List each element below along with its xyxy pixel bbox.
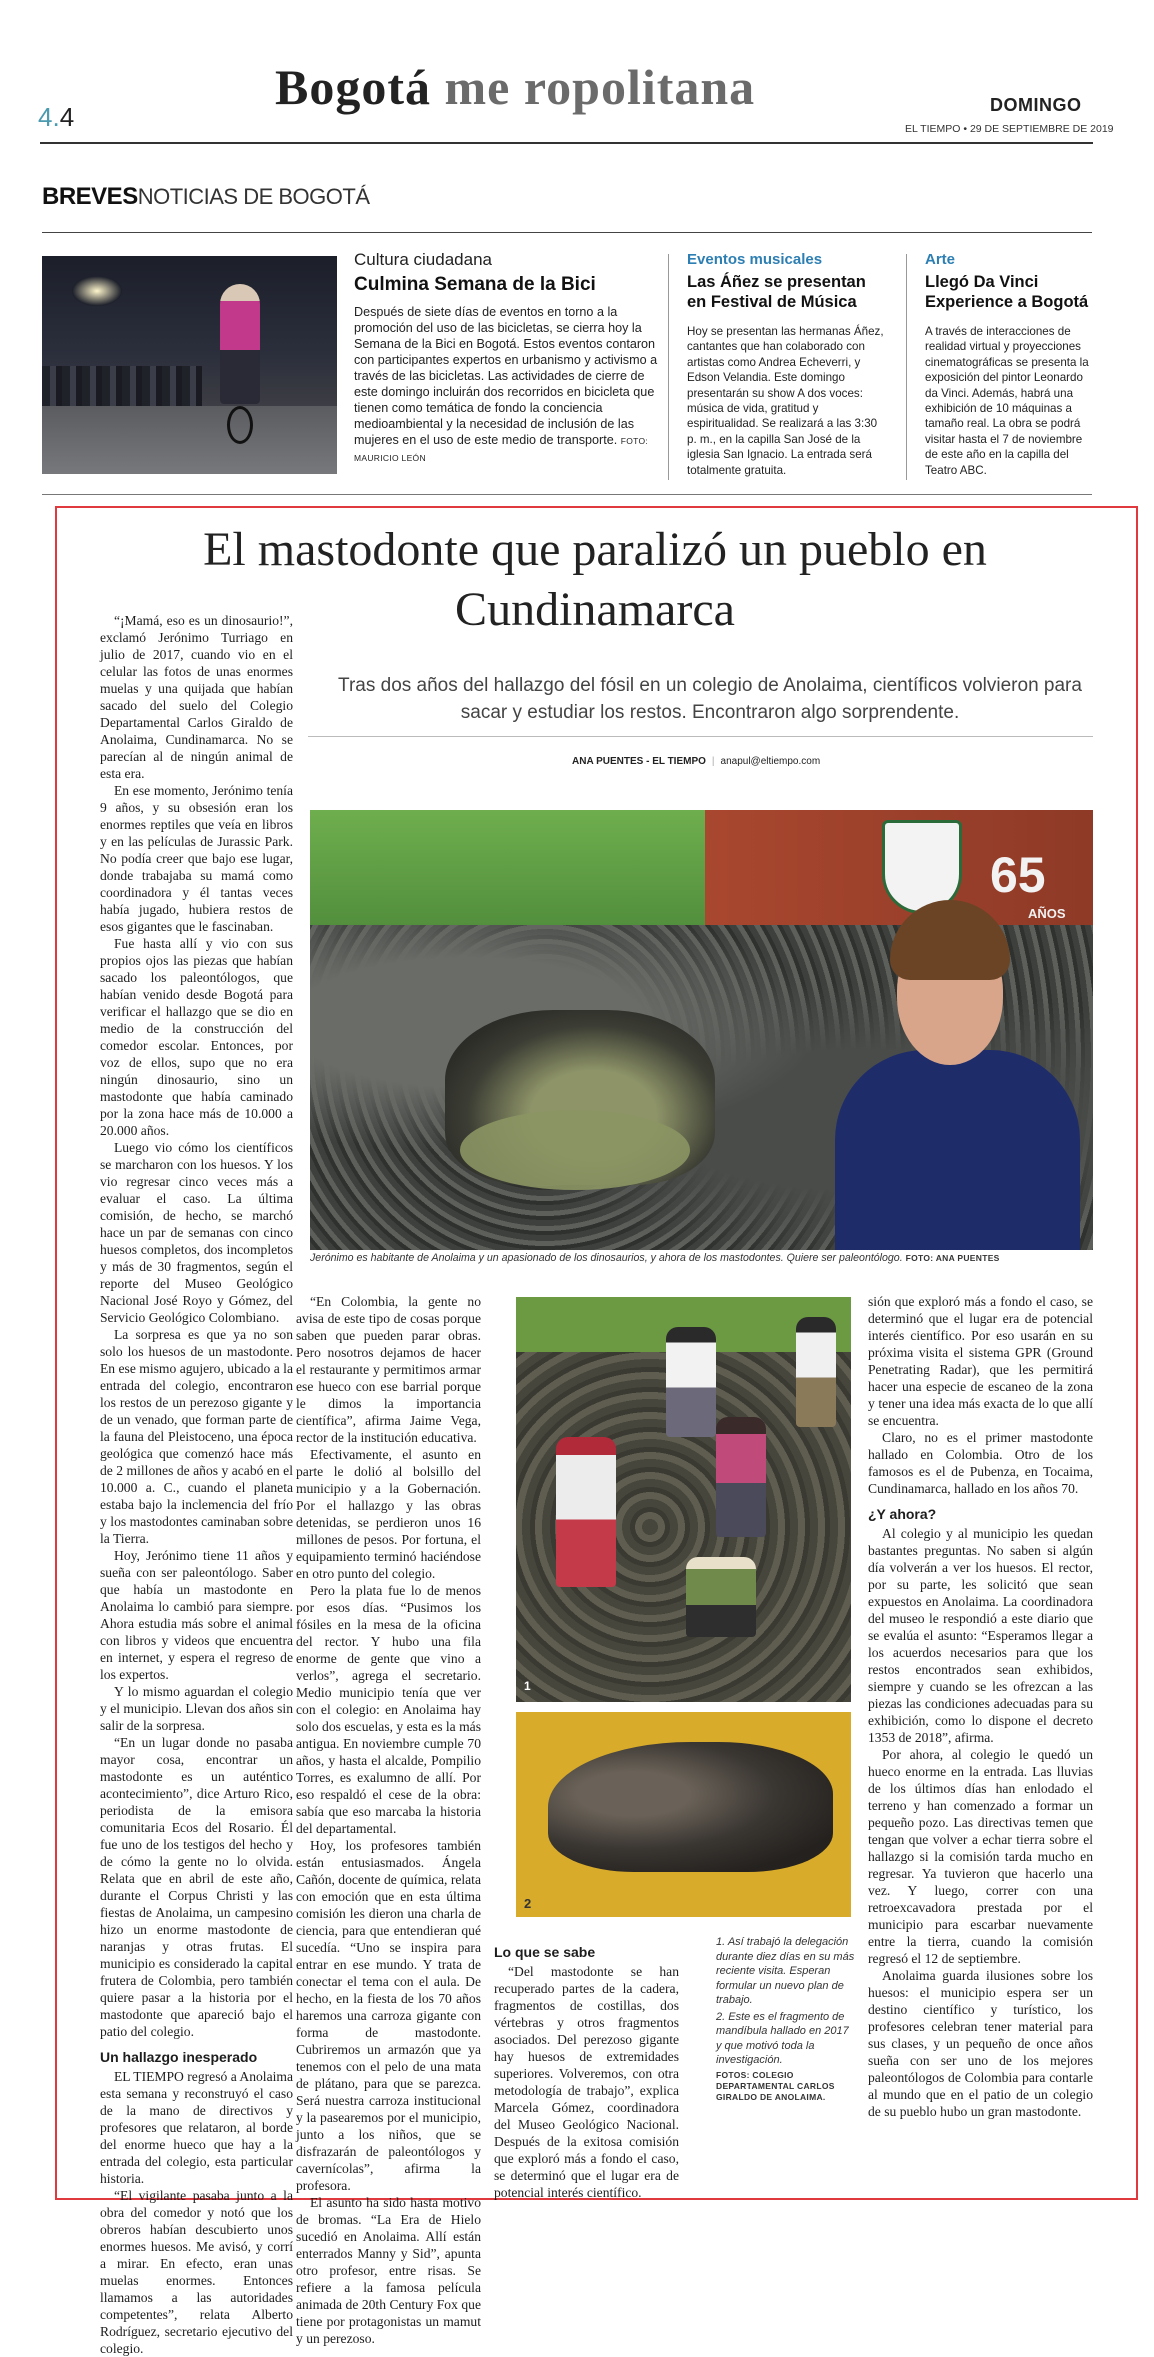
breve1-credit: FOTO: MAURICIO LEÓN bbox=[354, 436, 649, 463]
paragraph: sión que exploró más a fondo el caso, se determinó que el lugar era de potencial interés científico. Por eso usarán en su próxima visita el sistema GPR (Ground Penetrating Radar), que les permitirá hacer una especie de escaneo de la zona y tener una idea más exacta de lo que allí se encuentra. bbox=[868, 1294, 1093, 1428]
breve3-title: Llegó Da Vinci Experience a Bogotá bbox=[925, 273, 1089, 311]
pit-water bbox=[460, 1110, 690, 1190]
street-light bbox=[72, 276, 122, 306]
dateline: EL TIEMPO • 29 DE SEPTIEMBRE DE 2019 bbox=[905, 123, 1114, 135]
excavation-team-photo bbox=[516, 1297, 851, 1702]
breve3-text: A través de interacciones de realidad virtual y proyecciones cinematográficas se presenta la exposición del pintor Leonardo da Vinci. Además, habrá una exhibición de 10 máquinas a tamaño real. La obra se podrá visitar hasta el 7 de noviembre de este año en la capilla del Teatro ABC. bbox=[925, 325, 1089, 477]
photos-caption bbox=[716, 1935, 856, 2105]
article-byline: ANA PUENTES - EL TIEMPO | anapul@eltiempo.com bbox=[572, 756, 821, 767]
breve1-kicker: Cultura ciudadana bbox=[354, 250, 492, 269]
jaw-fossil-photo bbox=[516, 1712, 851, 1917]
breve2-kicker: Eventos musicales bbox=[687, 251, 823, 268]
day-label: DOMINGO bbox=[990, 95, 1082, 115]
worker-figure bbox=[716, 1417, 766, 1537]
worker-figure bbox=[796, 1317, 836, 1427]
breves-rule bbox=[42, 232, 1092, 233]
article-headline: El mastodonte que paralizó un pueblo en Cundinamarca bbox=[203, 523, 987, 636]
article-column-1 bbox=[100, 612, 293, 2356]
worker-figure bbox=[556, 1437, 616, 1587]
boy-shirt bbox=[835, 1050, 1080, 1250]
breve3-kicker: Arte bbox=[925, 251, 956, 268]
boy-figure bbox=[835, 900, 1080, 1250]
page-number: 4.4 bbox=[38, 102, 75, 132]
paragraph: EL TIEMPO regresó a Anolaima esta semana y reconstruyó el caso de la mano de directivos y profesores que relataron, al borde del enorme hueco que hay a la entrada del colegio, esta particular historia. bbox=[100, 2069, 293, 2186]
breve1-title: Culmina Semana de la Bici bbox=[354, 274, 596, 295]
cyclist-figure bbox=[220, 284, 260, 404]
subhead: ¿Y ahora? bbox=[868, 1506, 937, 1522]
boy-hair bbox=[890, 900, 1010, 980]
paragraph: En ese momento, Jerónimo tenía 9 años, y su obsesión eran los enormes reptiles que veía en libros y en las películas de Jurassic Park. No podía creer que bajo ese lugar, donde trabajaba su mamá como coordinadora y él tantas veces había jugado, hubiera restos de esos gigantes que le fascinaban. bbox=[100, 783, 293, 934]
paragraph: Pero la plata fue lo de menos por esos días. “Pusimos los fósiles en la mesa de la oficina del rector. Y hubo una fila enorme de gente que vino a verlos”, agrega el secretario. Medio municipio tenía que ver con el colegio: en Anolaima hay solo dos escuelas, y esta es la más antigua. En noviembre cumple 70 años, y hasta el alcalde, Pompilio Torres, es exalumno de allí. Por eso respaldó el cese de la obra: sabía que eso marcaba la historia del departamental. bbox=[296, 1583, 481, 1836]
breves-bottom-rule bbox=[42, 494, 1092, 495]
breve2-text: Hoy se presentan las hermanas Áñez, cantantes que han colaborado con artistas como Andrea Echeverri, y Edson Velandia. Este domingo presentarán su show A dos voces: música de vida, gratitud y espiritualidad. Se realizará a las 3:30 p. m., en la capilla San José de la iglesia San Ignacio. La entrada será totalmente gratuita. bbox=[687, 325, 884, 477]
article-column-3 bbox=[868, 1293, 1093, 2193]
photo-number: 1 bbox=[524, 1679, 531, 1693]
main-photo-caption: Jerónimo es habitante de Anolaima y un apasionado de los dinosaurios, y ahora de los mastodontes. Quiere ser paleontólogo. FOTO: ANA PUENTES bbox=[310, 1252, 1000, 1264]
paragraph: Efectivamente, el asunto en parte le dolió al bolsillo del municipio y a la Gobernación. Por el hallazgo y las obras detenidas, se perdieron unos 16 millones de pesos. Por fortuna, el equipamiento terminó haciéndose en otro punto del colegio. bbox=[296, 1447, 481, 1581]
worker-figure bbox=[686, 1557, 756, 1637]
paragraph: “¡Mamá, eso es un dinosaurio!”, exclamó Jerónimo Turriago en julio de 2017, cuando vio en el celular las fotos de unas enormes muelas y una quijada que habían sacado del suelo del Colegio Departamental Carlos Giraldo de Anolaima, Cundinamarca. No se parecían al de ningún animal de esta era. bbox=[100, 613, 293, 781]
breve1-text: Después de siete días de eventos en torno a la promoción del uso de las bicicletas, se cierra hoy la Semana de la Bici en Bogotá. Estos eventos contaron con participantes expertos en urbanismo y activismo a través de las bicicletas. Las actividades de cierre de este domingo incluirán dos recorridos en bicicleta que tienen como temática de fondo la conciencia medioambiental y la necesidad de inclusión de las mujeres en el uso de este medio de transporte. FOTO: MAURICIO LEÓN bbox=[354, 305, 658, 463]
breves-header: BREVESNOTICIAS DE BOGOTÁ bbox=[42, 183, 370, 210]
paragraph: “El vigilante pasaba junto a la obra del comedor y notó que los obreros habían descubierto unos enormes huesos. Me avisó, y corrí a mirar. En efecto, eran unas muelas enormes. Entonces llamamos a las autoridades competentes”, relata Alberto Rodríguez, secretario ejecutivo del colegio. bbox=[100, 2188, 293, 2356]
article-column-2 bbox=[296, 1293, 481, 2346]
paragraph: Por ahora, al colegio le quedó un hueco enorme en la entrada. Las lluvias de los últimos días han enlodado el terreno y han comenzado a formar un pequeño pozo. Las directivas temen que tengan que volver a echar tierra sobre el hallazgo si la comisión tarda mucho en regresar. Ya tuvieron que hacerlo una vez. Y luego, correr con una retroexcavadora prestada por el municipio para escarbar nuevamente entre la tierra, cuando la comisión regresó el 12 de septiembre. bbox=[868, 1747, 1093, 1966]
wall-number: 65 bbox=[990, 847, 1046, 903]
worker-figure bbox=[666, 1327, 716, 1437]
masthead-rule bbox=[40, 142, 1093, 144]
bici-photo bbox=[42, 256, 337, 474]
subhead: Lo que se sabe bbox=[494, 1944, 596, 1960]
breves-divider-2 bbox=[906, 254, 907, 480]
main-photo-credit: FOTO: ANA PUENTES bbox=[905, 1253, 1000, 1263]
section-masthead: Bogotá me ropolitana bbox=[275, 59, 756, 115]
paragraph: “Del mastodonte se han recuperado partes de la cadera, fragmentos de costillas, dos vértebras y otros fragmentos asociados. Del perezoso gigante hay huesos de extremidades superiores. Volveremos, con otra metodología de trabajo”, explica Marcela Gómez, coordinadora del Museo Geológico Nacional. Después de la exitosa comisión que exploró más a fondo el caso, se determinó que el lugar era de potencial interés científico. bbox=[494, 1964, 679, 2200]
caption-item: 2. Este es el fragmento de mandíbula hallado en 2017 y que motivó toda la investigación. bbox=[716, 2010, 849, 2066]
paragraph: Anolaima guarda ilusiones sobre los huesos: el municipio espera ser un destino científico y turístico, los profesores celebran tener material para sus clases, y un pequeño de once años sueña con ser uno de los mejores paleontólogos de Colombia para contarle al mundo que en el patio de un colegio de su pueblo hubo un gran mastodonte. bbox=[868, 1968, 1093, 2119]
paragraph: Fue hasta allí y vio con sus propios ojos las piezas que habían sacado los paleontólogos, que habían venido desde Bogotá para verificar el hallazgo que se dio en medio de la construcción del comedor escolar. Entonces, por voz de ellos, supo que no era ningún dinosaurio, sino un mastodonte que había caminado por la zona hace más de 10.000 a 20.000 años. bbox=[100, 936, 293, 1138]
wall-word: AÑOS bbox=[1028, 906, 1066, 921]
paragraph: Claro, no es el primer mastodonte hallado en Colombia. Otro de los famosos es el de Pubenza, en Tocaima, Cundinamarca, hallado en los años 70. bbox=[868, 1430, 1093, 1496]
paragraph: Y lo mismo aguardan el colegio y el municipio. Llevan dos años sin salir de la sorpresa. bbox=[100, 1684, 293, 1733]
paragraph: Luego vio cómo los científicos se marcharon con los huesos. Y los vio regresar cinco veces más a evaluar el caso. La última comisión, de hecho, se marchó hace un par de semanas con cinco huesos completos, dos incompletos y más de 30 fragmentos, según el reporte del Museo Geológico Nacional José Royo y Gómez, del Servicio Geológico Colombiano. bbox=[100, 1140, 293, 1325]
author-email[interactable]: anapul@eltiempo.com bbox=[720, 756, 821, 767]
main-photo bbox=[310, 810, 1093, 1250]
jaw-fossil bbox=[548, 1742, 833, 1872]
breve2-title: Las Áñez se presentan en Festival de Música bbox=[687, 273, 866, 311]
photos-credit: FOTOS: COLEGIO DEPARTAMENTAL CARLOS GIRALDO DE ANOLAIMA. bbox=[716, 2069, 835, 2102]
caption-item: 1. Así trabajó la delegación durante diez días en su más reciente visita. Esperan formular un nuevo plan de trabajo. bbox=[716, 1936, 855, 2006]
paragraph: “En un lugar donde no pasaba mayor cosa, encontrar un mastodonte es un auténtico acontecimiento”, dice Arturo Rico, periodista de la emisora comunitaria Ecos del Rosario. Él fue uno de los testigos del hecho y de cómo la gente no lo olvida. Relata que en abril de este año, durante el Corpus Christi y las fiestas de Anolaima, un campesino hizo un enorme mastodonte de naranjas y otras frutas. El municipio es considerado la capital frutera de Colombia, pero también quiere pasar a la historia por el mastodonte que apareció bajo el patio del colegio. bbox=[100, 1735, 293, 2039]
paragraph: Al colegio y al municipio les quedan bastantes preguntas. No saben si algún día volverán a ver los huesos. El rector, por su parte, les solicitó que sean expuestos en Anolaima. La coordinadora del museo le respondió a este diario que se evalúa el asunto: “Esperamos llegar a los acuerdos necesarios para que los restos encontrados sean exhibidos, siempre y cuando se les ofrezcan a las piezas las condiciones adecuadas para su exhibición, como lo dispone el decreto 1353 de 2018”, afirma. bbox=[868, 1526, 1093, 1745]
breves-divider-1 bbox=[668, 254, 669, 480]
photo-number: 2 bbox=[524, 1896, 532, 1911]
paragraph: Hoy, Jerónimo tiene 11 años y sueña con ser paleontólogo. Saber que había un mastodonte en Anolaima lo cambió para siempre. Ahora estudia más sobre el animal con libros y videos que encuentra en internet, y espera el regreso de los expertos. bbox=[100, 1548, 293, 1682]
paragraph: Hoy, los profesores también están entusiasmados. Ángela Cañón, docente de química, relata con emoción que en esta última comisión les dieron una charla de ciencia, para que entendieran qué sucedía. “Uno se inspira para entrar en ese mundo. Y trata de conectar el tema con el aula. De hecho, en la fiesta de los 70 años haremos una carroza gigante con forma de mastodonte. Cubriremos un armazón que ya tenemos con el pelo de una mata de plátano, para que se parezca. Será nuestra carroza institucional y la pasearemos por el municipio, junto a los niños, que se disfrazarán de paleontólogos y cavernícolas”, afirma la profesora. bbox=[296, 1838, 481, 2193]
deck-rule bbox=[308, 736, 1093, 737]
bike-wheel bbox=[227, 406, 253, 444]
paragraph: El asunto ha sido hasta motivo de bromas. “La Era de Hielo sucedió en Anolaima. Allí están enterrados Manny y Sid”, apunta otro profesor, entre risas. Se refiere a la famosa película animada de 20th Century Fox que tiene por protagonistas un mamut y un perezoso. bbox=[296, 2195, 481, 2346]
paragraph: “En Colombia, la gente no avisa de este tipo de cosas porque saben que pueden parar obras. Pero nosotros dejamos de hacer el restaurante y permitimos armar ese hueco con ese barrial porque le dimos la importancia científica”, afirma Jaime Vega, rector de la institución educativa. bbox=[296, 1294, 481, 1445]
road-shape bbox=[42, 406, 337, 474]
subhead: Un hallazgo inesperado bbox=[100, 2049, 258, 2065]
article-column-2b bbox=[494, 1935, 679, 2200]
article-deck: Tras dos años del hallazgo del fósil en un colegio de Anolaima, científicos volvieron para sacar y estudiar los restos. Encontraron algo sorprendente. bbox=[338, 675, 1082, 723]
paragraph: La sorpresa es que ya no son solo los huesos de un mastodonte. En ese mismo agujero, ubicado a la entrada del colegio, encontraron los restos de un perezoso gigante y de un venado, que forman parte de la fauna del Pleistoceno, una época geológica que comenzó hace más de 2 millones de años y acabó en el 10.000 a. C., cuando el planeta estaba bajo la inclemencia del frío y los mastodontes caminaban sobre la Tierra. bbox=[100, 1327, 293, 1546]
